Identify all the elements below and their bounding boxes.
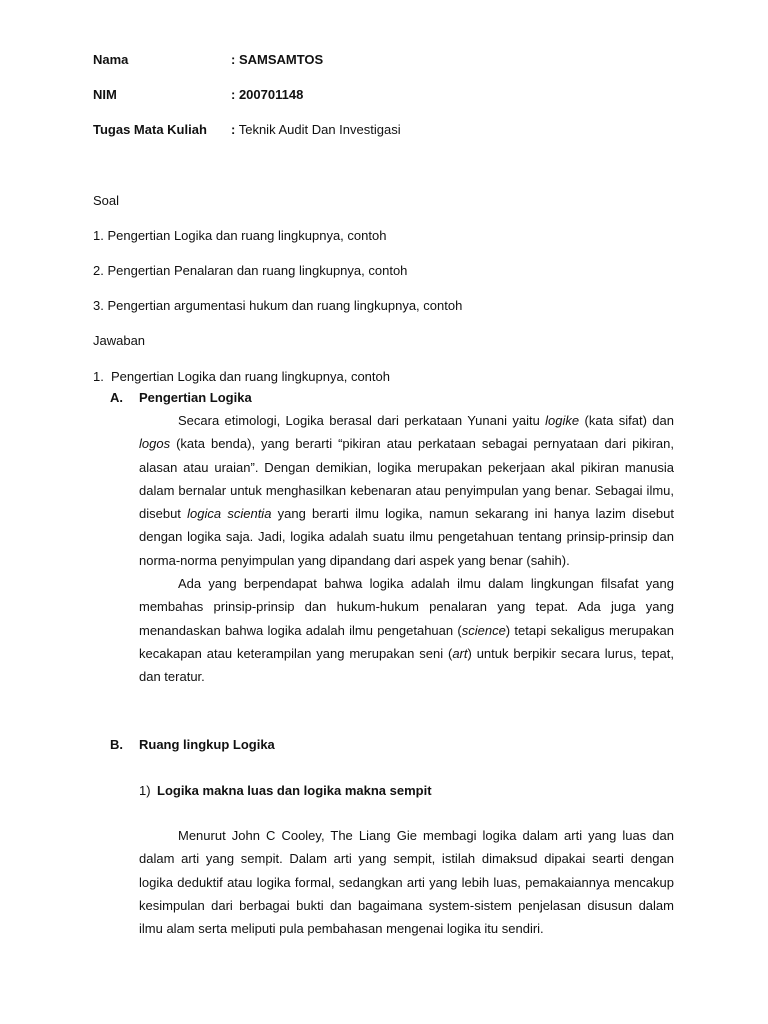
jawaban-item-number: 1. — [93, 369, 104, 384]
section-a-heading: Pengertian Logika — [139, 390, 252, 405]
course-colon: : — [231, 122, 236, 137]
section-b-paragraph-1: Menurut John C Cooley, The Liang Gie membagi logika dalam arti yang luas dan dalam arti yang sempit. Dalam arti yang sempit, istilah dimaksud dipakai searti dengan logika deduktif atau logika formal, sedangkan arti yang lebih luas, pemakaiannya mencakup kesimpulan dari berbagai bukti dan bagaimana system-sistem penjelasan disusun dalam ilmu alam serta meliputi pula pembahasan mengenai logika itu sendiri. — [139, 828, 674, 937]
section-b-sub1-heading: Logika makna luas dan logika makna sempit — [157, 783, 432, 798]
jawaban-title: Jawaban — [93, 333, 146, 348]
soal-item-2: 2. Pengertian Penalaran dan ruang lingkupnya, contoh — [93, 263, 408, 278]
section-a-body — [139, 409, 674, 689]
course-value-line — [231, 122, 401, 137]
section-b-sub1-number: 1) — [139, 783, 151, 798]
nim-value: : 200701148 — [231, 87, 304, 102]
section-b-letter: B. — [110, 737, 123, 752]
name-label: Nama — [93, 52, 129, 67]
jawaban-item-text: Pengertian Logika dan ruang lingkupnya, contoh — [111, 369, 390, 384]
nim-label: NIM — [93, 87, 117, 102]
section-a-letter: A. — [110, 390, 123, 405]
name-value: : SAMSAMTOS — [231, 52, 324, 67]
section-a-paragraph-2: Ada yang berpendapat bahwa logika adalah ilmu dalam lingkungan filsafat yang membahas prinsip-prinsip dan hukum-hukum penalaran yang tepat. Ada juga yang menandaskan bahwa logika adalah ilmu pengetahuan (science) tetapi sekaligus merupakan kecakapan atau keterampilan yang merupakan seni (art) untuk berpikir secara lurus, tepat, dan teratur. — [139, 576, 674, 685]
section-b-body — [139, 824, 674, 940]
soal-item-3: 3. Pengertian argumentasi hukum dan ruang lingkupnya, contoh — [93, 298, 463, 313]
course-value: Teknik Audit Dan Investigasi — [235, 122, 401, 137]
section-a-paragraph-1: Secara etimologi, Logika berasal dari perkataan Yunani yaitu logike (kata sifat) dan logos (kata benda), yang berarti “pikiran atau perkataan sebagai pernyataan dari pikiran, alasan atau uraian”. Dengan demikian, logika merupakan pekerjaan akal pikiran manusia dalam bernalar untuk menghasilkan kebenaran atau penyimpulan yang benar. Sebagai ilmu, disebut logica scientia yang berarti ilmu logika, namun sekarang ini hanya lazim disebut dengan logika saja. Jadi, logika adalah suatu ilmu pengetahuan tentang prinsip-prinsip dan norma-norma penyimpulan yang dipandang dari aspek yang benar (sahih). — [139, 413, 674, 568]
course-label: Tugas Mata Kuliah — [93, 122, 207, 137]
section-b-heading: Ruang lingkup Logika — [139, 737, 275, 752]
soal-title: Soal — [93, 193, 120, 208]
soal-item-1: 1. Pengertian Logika dan ruang lingkupnya, contoh — [93, 228, 387, 243]
